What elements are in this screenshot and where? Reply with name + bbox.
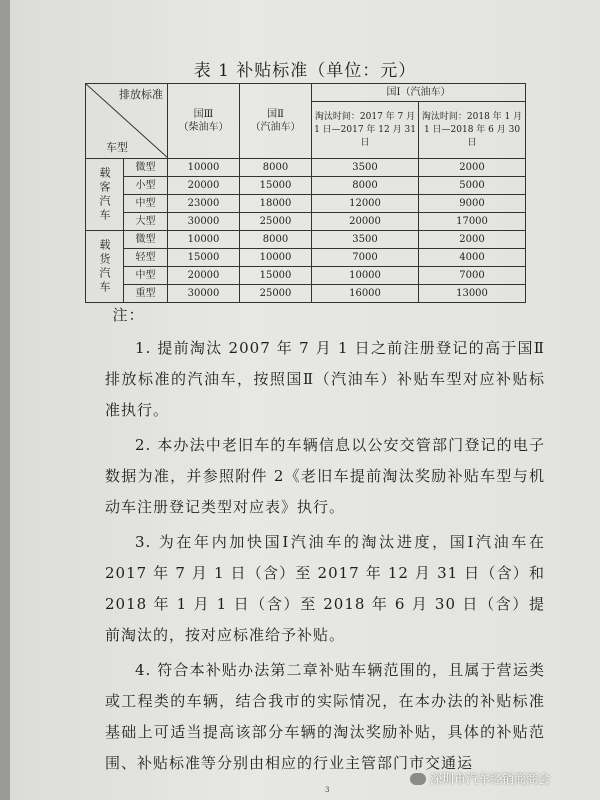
table-caption: 表 1 补贴标准（单位：元） (193, 61, 417, 81)
subsidy-value-cell: 10000 (312, 267, 419, 285)
subsidy-value-cell: 8000 (312, 177, 419, 195)
subsidy-value-cell: 18000 (240, 195, 312, 213)
wechat-icon (410, 773, 426, 785)
vehicle-type-cell: 中型 (124, 195, 168, 213)
header-vehicle-type: 车型 (106, 141, 128, 154)
cargo-group (86, 231, 526, 303)
header-guo3: 国Ⅲ （柴油车） (168, 84, 240, 159)
subsidy-value-cell: 5000 (419, 177, 526, 195)
document-page (10, 0, 600, 800)
watermark (410, 770, 550, 787)
subsidy-value-cell: 9000 (419, 195, 526, 213)
table-row (86, 249, 526, 267)
table-row (86, 267, 526, 285)
note-3: 3. 为在年内加快国Ⅰ汽油车的淘汰进度，国Ⅰ汽油车在 2017 年 7 月 1 日（含）至 2017 年 12 月 31 日（含）和 2018 年 1 月 1 日（含）至 2018 年 6 月 30 日（含）提前淘汰的，按对应标准给予补贴。 (105, 533, 545, 644)
subsidy-value-cell: 17000 (419, 213, 526, 231)
subsidy-value-cell: 12000 (312, 195, 419, 213)
subsidy-value-cell: 10000 (240, 249, 312, 267)
header-guo2: 国Ⅱ （汽油车） (240, 84, 312, 159)
table-row (86, 231, 526, 249)
subsidy-value-cell: 8000 (240, 231, 312, 249)
subsidy-value-cell: 3500 (312, 159, 419, 177)
note-4: 4. 符合本补贴办法第二章补贴车辆范围的，且属于营运类或工程类的车辆，结合我市的实际情况，在本办法的补贴标准基础上可适当提高该部分车辆的淘汰奖励补贴，具体的补贴范围、补贴标准等分别由相应的行业主管部门市交通运 (105, 661, 545, 772)
subsidy-value-cell: 20000 (168, 267, 240, 285)
subsidy-value-cell: 10000 (168, 159, 240, 177)
subsidy-value-cell: 25000 (240, 213, 312, 231)
subsidy-value-cell: 15000 (240, 267, 312, 285)
subsidy-value-cell: 7000 (312, 249, 419, 267)
table-row (86, 159, 526, 177)
passenger-group (86, 159, 526, 231)
notes-section (105, 300, 545, 783)
subsidy-value-cell: 15000 (168, 249, 240, 267)
header-guo1-period-2017: 淘汰时间：2017 年 7 月 1 日—2017 年 12 月 31 日 (312, 102, 419, 159)
vehicle-type-cell: 大型 (124, 213, 168, 231)
subsidy-value-cell: 10000 (168, 231, 240, 249)
vehicle-type-cell: 微型 (124, 231, 168, 249)
note-2: 2. 本办法中老旧车的车辆信息以公安交管部门登记的电子数据为准，并参照附件 2《老旧车提前淘汰奖励补贴车型与机动车注册登记类型对应表》执行。 (105, 436, 545, 516)
subsidy-value-cell: 20000 (168, 177, 240, 195)
subsidy-value-cell: 8000 (240, 159, 312, 177)
subsidy-value-cell: 20000 (312, 213, 419, 231)
subsidy-value-cell: 30000 (168, 213, 240, 231)
group-cargo-vehicles: 载货汽车 (86, 231, 124, 303)
page-number: 3 (325, 786, 330, 794)
subsidy-value-cell: 23000 (168, 195, 240, 213)
subsidy-table (85, 83, 526, 303)
subsidy-value-cell: 2000 (419, 231, 526, 249)
subsidy-value-cell: 25000 (240, 285, 312, 303)
subsidy-value-cell: 3500 (312, 231, 419, 249)
subsidy-value-cell: 30000 (168, 285, 240, 303)
vehicle-type-cell: 微型 (124, 159, 168, 177)
vehicle-type-cell: 重型 (124, 285, 168, 303)
table-row (86, 195, 526, 213)
notes-heading: 注： (112, 306, 145, 324)
header-emission-standard: 排放标准 (119, 88, 163, 101)
watermark-text: 深圳市汽车经销商商会 (430, 772, 551, 786)
vehicle-type-cell: 轻型 (124, 249, 168, 267)
vehicle-type-cell: 小型 (124, 177, 168, 195)
vehicle-type-cell: 中型 (124, 267, 168, 285)
group-passenger-vehicles: 载客汽车 (86, 159, 124, 231)
note-1: 1. 提前淘汰 2007 年 7 月 1 日之前注册登记的高于国Ⅱ排放标准的汽油车，按照国Ⅱ（汽油车）补贴车型对应补贴标准执行。 (105, 339, 545, 419)
table-row (86, 213, 526, 231)
header-guo1: 国Ⅰ（汽油车） (312, 84, 526, 102)
header-guo1-period-2018: 淘汰时间：2018 年 1 月 1 日—2018 年 6 月 30 日 (419, 102, 526, 159)
subsidy-value-cell: 2000 (419, 159, 526, 177)
table-header-row (86, 84, 526, 102)
subsidy-value-cell: 7000 (419, 267, 526, 285)
table-row (86, 177, 526, 195)
subsidy-value-cell: 16000 (312, 285, 419, 303)
subsidy-value-cell: 4000 (419, 249, 526, 267)
diagonal-header-cell (86, 84, 168, 159)
subsidy-value-cell: 13000 (419, 285, 526, 303)
subsidy-value-cell: 15000 (240, 177, 312, 195)
